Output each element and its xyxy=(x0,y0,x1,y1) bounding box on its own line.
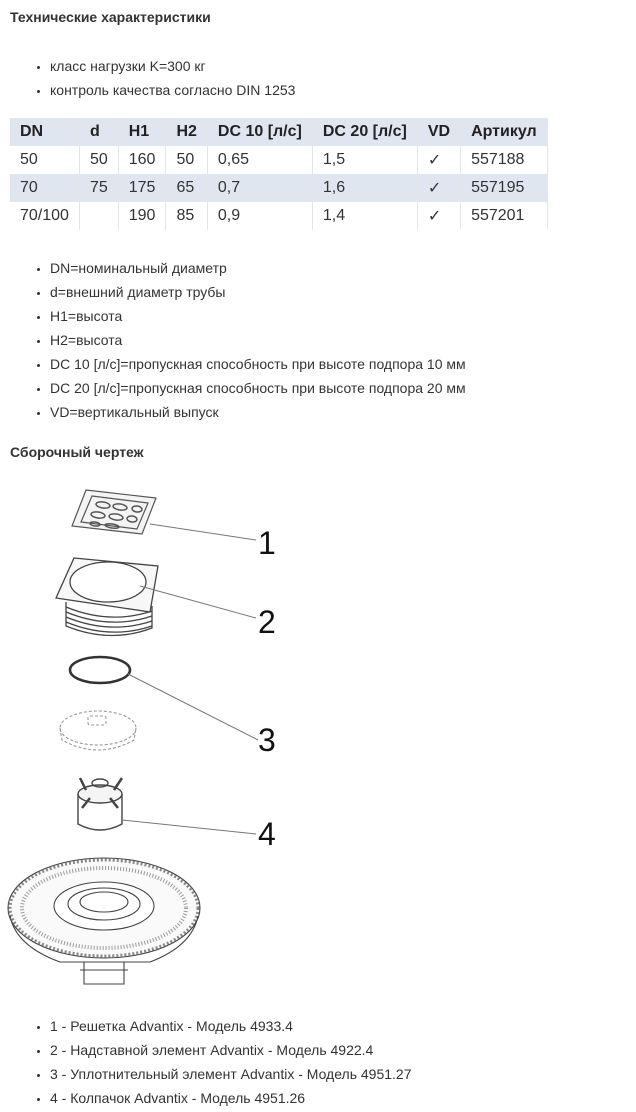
cell-h1: 190 xyxy=(118,202,166,230)
callout-2: 2 xyxy=(258,604,276,640)
list-item: • H2=высота xyxy=(50,328,466,352)
cell-h2: 65 xyxy=(166,174,207,202)
cell-article: 557188 xyxy=(461,146,548,174)
list-item: • DC 10 [л/с]=пропускная способность при высоте подпора 10 мм xyxy=(50,352,466,376)
features-list xyxy=(32,54,295,102)
section-title-assembly: Сборочный чертеж xyxy=(10,444,144,460)
table-row xyxy=(10,174,547,202)
section-title-specs: Технические характеристики xyxy=(10,9,211,25)
cell-article: 557195 xyxy=(461,174,548,202)
cell-dn: 50 xyxy=(10,146,79,174)
callout-1: 1 xyxy=(258,525,276,561)
extension-part-drawing xyxy=(56,558,158,636)
col-header-article: Артикул xyxy=(461,118,548,146)
list-item: • DC 20 [л/с]=пропускная способность при высоте подпора 20 мм xyxy=(50,376,466,400)
grate-part-drawing xyxy=(72,490,156,534)
table-row xyxy=(10,146,547,174)
callout-4: 4 xyxy=(258,816,276,852)
cell-dc10: 0,9 xyxy=(207,202,312,230)
cell-h2: 85 xyxy=(166,202,207,230)
cell-dc10: 0,7 xyxy=(207,174,312,202)
list-item: • контроль качества согласно DIN 1253 xyxy=(50,78,295,102)
list-item: • класс нагрузки K=300 кг xyxy=(50,54,295,78)
cap-part-drawing xyxy=(78,778,122,830)
col-header-d: d xyxy=(79,118,118,146)
specs-table xyxy=(10,118,548,230)
cell-h1: 160 xyxy=(118,146,166,174)
sealing-part-drawing xyxy=(60,657,136,750)
cell-dc20: 1,4 xyxy=(312,202,417,230)
cell-h2: 50 xyxy=(166,146,207,174)
col-header-dc20: DC 20 [л/с] xyxy=(312,118,417,146)
cell-article: 557201 xyxy=(461,202,548,230)
col-header-dc10: DC 10 [л/с] xyxy=(207,118,312,146)
col-header-vd: VD xyxy=(417,118,460,146)
drain-body-drawing xyxy=(8,858,200,984)
col-header-h2: H2 xyxy=(166,118,207,146)
cell-dc20: 1,5 xyxy=(312,146,417,174)
legend-list xyxy=(32,256,466,424)
table-row xyxy=(10,202,547,230)
cell-dn: 70/100 xyxy=(10,202,79,230)
table-header-row xyxy=(10,118,547,146)
parts-list xyxy=(32,1014,412,1110)
cell-d: 50 xyxy=(79,146,118,174)
col-header-h1: H1 xyxy=(118,118,166,146)
cell-d xyxy=(79,202,118,230)
cell-vd: ✓ xyxy=(417,174,460,202)
list-item: • VD=вертикальный выпуск xyxy=(50,400,466,424)
callout-3: 3 xyxy=(258,722,276,758)
list-item: • d=внешний диаметр трубы xyxy=(50,280,466,304)
list-item: • H1=высота xyxy=(50,304,466,328)
cell-vd: ✓ xyxy=(417,146,460,174)
cell-h1: 175 xyxy=(118,174,166,202)
cell-dc10: 0,65 xyxy=(207,146,312,174)
cell-dc20: 1,6 xyxy=(312,174,417,202)
list-item: • 2 - Надставной элемент Advantix - Модель 4922.4 xyxy=(50,1038,412,1062)
cell-d: 75 xyxy=(79,174,118,202)
list-item: • 3 - Уплотнительный элемент Advantix - Модель 4951.27 xyxy=(50,1062,412,1086)
col-header-dn: DN xyxy=(10,118,79,146)
list-item: • DN=номинальный диаметр xyxy=(50,256,466,280)
cell-dn: 70 xyxy=(10,174,79,202)
list-item: • 4 - Колпачок Advantix - Модель 4951.26 xyxy=(50,1086,412,1110)
assembly-drawing xyxy=(0,478,300,998)
list-item: • 1 - Решетка Advantix - Модель 4933.4 xyxy=(50,1014,412,1038)
cell-vd: ✓ xyxy=(417,202,460,230)
